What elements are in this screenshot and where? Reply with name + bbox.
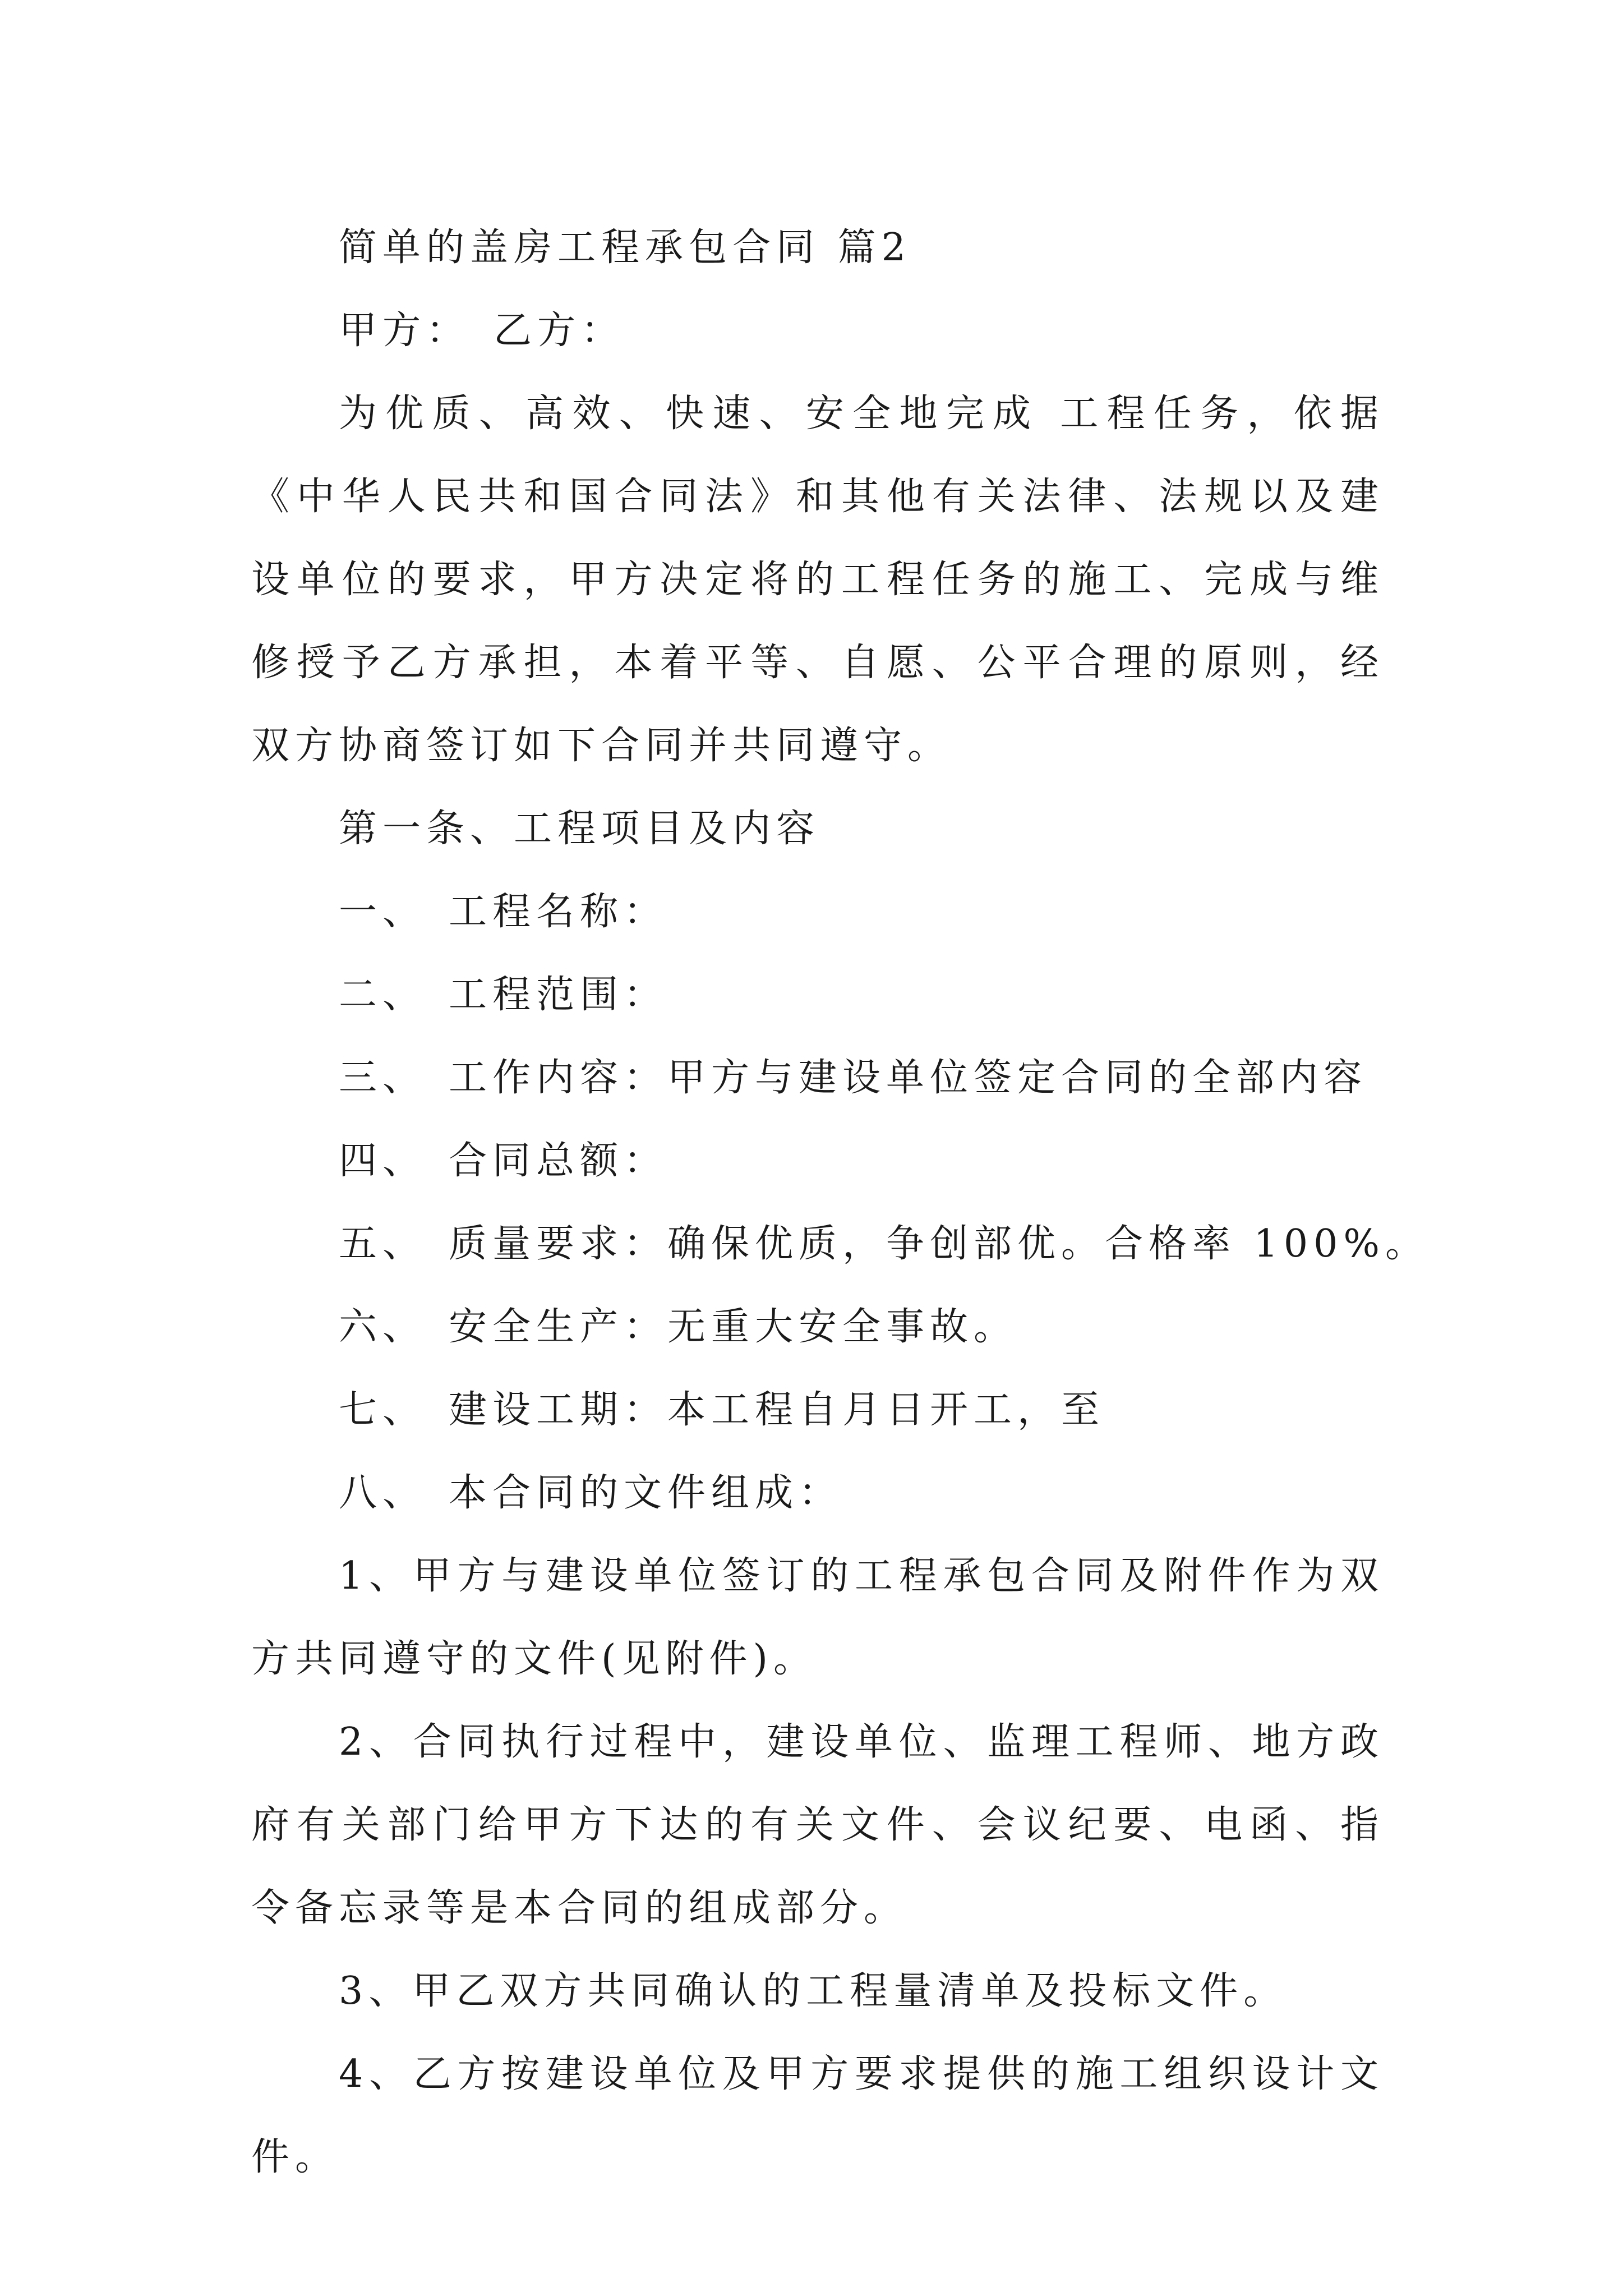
item-text: 工程范围： bbox=[449, 973, 668, 1017]
intro-paragraph: 为优质、高效、快速、安全地完成 工程任务，依据《中华人民共和国合同法》和其他有关法律、法规以及建设单位的要求，甲方决定将的工程任务的施工、完成与维修授予乙方承担，本着平等、自愿、公平合理的原则，经双方协商签订如下合同并共同遵守。 bbox=[251, 392, 1384, 768]
item-text: 建设工期：本工程自月日开工，至 bbox=[449, 1388, 1105, 1432]
item-text: 安全生产：无重大安全事故。 bbox=[449, 1305, 1018, 1349]
party-a-label: 甲方： bbox=[339, 309, 471, 353]
item-number: 一、 bbox=[339, 890, 427, 934]
article-1-heading: 第一条、工程项目及内容 bbox=[339, 807, 820, 851]
document-title: 简单的盖房工程承包合同 篇2 bbox=[339, 226, 911, 270]
doc-item-1: 1、甲方与建设单位签订的工程承包合同及附件作为双方共同遵守的文件(见附件)。 bbox=[251, 1554, 1384, 1681]
party-b-label: 乙方： bbox=[494, 309, 625, 353]
item-text: 工程名称： bbox=[449, 890, 668, 934]
item-text: 本合同的文件组成： bbox=[449, 1471, 843, 1515]
item-number: 八、 bbox=[339, 1471, 427, 1515]
item-number: 二、 bbox=[339, 973, 427, 1017]
item-text: 工作内容：甲方与建设单位签定合同的全部内容 bbox=[449, 1056, 1368, 1100]
item-7 bbox=[251, 1369, 1384, 1452]
item-1 bbox=[251, 871, 1384, 954]
document-body bbox=[251, 206, 1430, 2199]
item-text: 合同总额： bbox=[449, 1139, 668, 1183]
item-5 bbox=[251, 1203, 1430, 1286]
item-6 bbox=[251, 1286, 1384, 1369]
item-number: 五、 bbox=[339, 1222, 427, 1266]
doc-item-3: 3、甲乙双方共同确认的工程量清单及投标文件。 bbox=[339, 1969, 1288, 2013]
item-2 bbox=[251, 954, 1384, 1037]
doc-item-4: 4、乙方按建设单位及甲方要求提供的施工组织设计文件。 bbox=[251, 2052, 1384, 2179]
doc-item-2: 2、合同执行过程中，建设单位、监理工程师、地方政府有关部门给甲方下达的有关文件、会议纪要、电函、指令备忘录等是本合同的组成部分。 bbox=[251, 1720, 1384, 1930]
parties-line bbox=[251, 289, 1384, 372]
item-number: 七、 bbox=[339, 1388, 427, 1432]
item-number: 六、 bbox=[339, 1305, 427, 1349]
item-4 bbox=[251, 1120, 1384, 1203]
item-text: 质量要求：确保优质，争创部优。合格率 100%。 bbox=[449, 1222, 1430, 1266]
item-3 bbox=[251, 1037, 1384, 1120]
item-number: 三、 bbox=[339, 1056, 427, 1100]
item-number: 四、 bbox=[339, 1139, 427, 1183]
item-8 bbox=[251, 1452, 1384, 1535]
